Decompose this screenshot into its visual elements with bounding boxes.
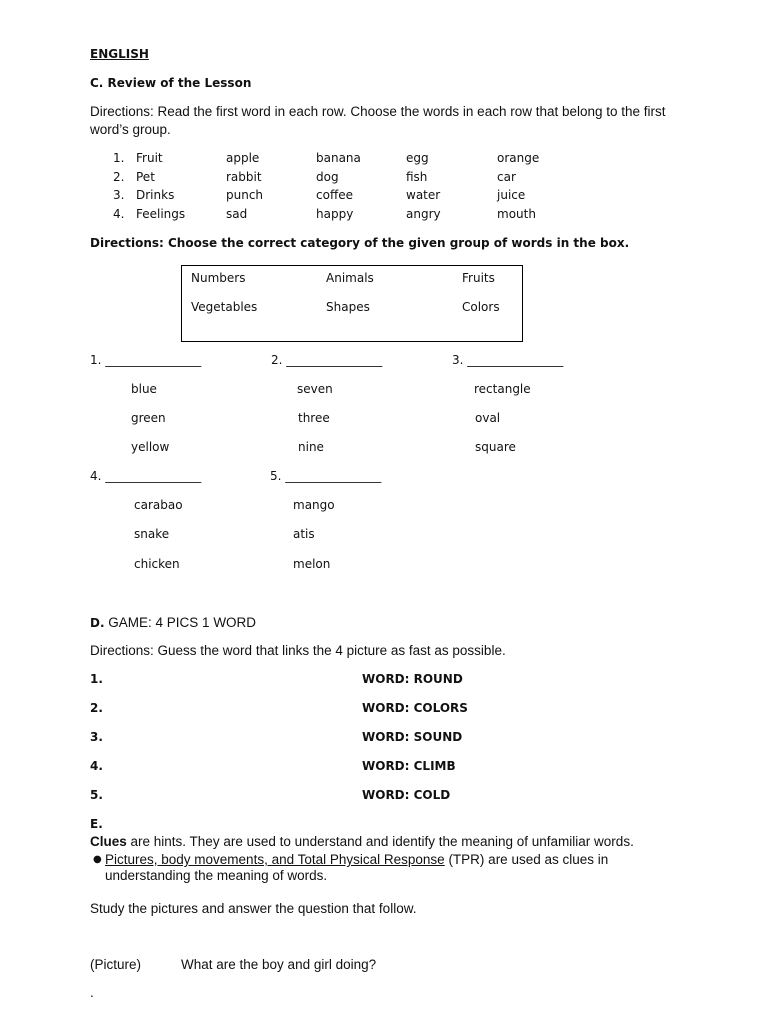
group-word: mango [293,498,335,512]
group-word: atis [293,527,315,541]
section-d-title-text: GAME: 4 PICS 1 WORD [104,615,257,630]
row-number: 2. [113,170,125,184]
group-word: three [298,411,330,425]
section-d-letter: D. [90,616,105,630]
row-word: water [406,188,441,202]
question-text: What are the boy and girl doing? [181,957,377,972]
row-word: coffee [316,188,353,202]
group-word: square [475,440,516,454]
row-number: 3. [113,188,125,202]
directions-1-line-2: word’s group. [90,122,171,137]
game-item-number: 3. [90,730,103,744]
game-item-number: 4. [90,759,103,773]
category-word: Fruits [462,271,495,285]
game-item-word: WORD: COLORS [362,701,468,715]
group-word: nine [298,440,324,454]
row-word: Feelings [136,207,186,221]
group-word: snake [134,527,170,541]
game-item-word: WORD: CLIMB [362,759,456,773]
row-word: Fruit [136,151,163,165]
section-c-title: C. Review of the Lesson [90,76,252,90]
document-heading: ENGLISH [90,47,149,61]
bullet-text: (TPR) are used as clues in [444,852,609,867]
row-word: dog [316,170,339,184]
group-word: chicken [134,557,180,571]
game-item-word: WORD: SOUND [362,730,463,744]
game-item-number: 1. [90,672,103,686]
row-word: mouth [497,207,536,221]
section-d-title [90,614,256,632]
row-word: angry [406,207,441,221]
group-word: blue [131,382,157,396]
game-item-word: WORD: COLD [362,788,451,802]
row-word: orange [497,151,540,165]
group-word: seven [297,382,333,396]
group-word: yellow [131,440,170,454]
group-word: oval [475,411,501,425]
row-word: apple [226,151,260,165]
clues-definition [90,834,634,849]
row-word: punch [226,188,264,202]
group-label: 3. ________________ [452,353,564,367]
group-label: 1. ________________ [90,353,202,367]
row-word: banana [316,151,361,165]
group-label: 5. ________________ [270,469,382,483]
group-word: rectangle [474,382,531,396]
directions-1-line-1: Directions: Read the first word in each row. Choose the words in each row that belong to the first [90,104,666,119]
group-label: 2. ________________ [271,353,383,367]
group-word: melon [293,557,331,571]
category-word: Vegetables [191,300,258,314]
row-word: egg [406,151,429,165]
picture-label: (Picture) [90,957,142,972]
row-word: sad [226,207,248,221]
bullet-line-1 [105,852,608,867]
study-instruction: Study the pictures and answer the question that follow. [90,901,417,916]
group-word: carabao [134,498,183,512]
game-item-word: WORD: ROUND [362,672,463,686]
section-e-letter: E. [90,817,103,831]
row-number: 4. [113,207,125,221]
bullet-icon: ● [93,854,102,865]
directions-2: Directions: Choose the correct category of the given group of words in the box. [90,236,630,250]
row-word: fish [406,170,428,184]
clues-term: Clues [90,834,127,849]
row-number: 1. [113,151,125,165]
category-word: Colors [462,300,500,314]
category-word: Animals [326,271,374,285]
game-item-number: 5. [90,788,103,802]
row-word: car [497,170,516,184]
row-word: rabbit [226,170,262,184]
group-word: green [131,411,166,425]
clues-text: are hints. They are used to understand and identify the meaning of unfamiliar words. [126,834,634,849]
bullet-line-2: understanding the meaning of words. [105,868,328,883]
group-label: 4. ________________ [90,469,202,483]
category-word: Numbers [191,271,246,285]
trailing-period: . [90,985,94,1000]
row-word: happy [316,207,354,221]
game-item-number: 2. [90,701,103,715]
row-word: Drinks [136,188,175,202]
row-word: Pet [136,170,155,184]
category-word: Shapes [326,300,370,314]
bullet-underlined-text: Pictures, body movements, and Total Physical Response [105,852,445,867]
row-word: juice [497,188,526,202]
section-d-directions: Directions: Guess the word that links the 4 picture as fast as possible. [90,643,506,658]
